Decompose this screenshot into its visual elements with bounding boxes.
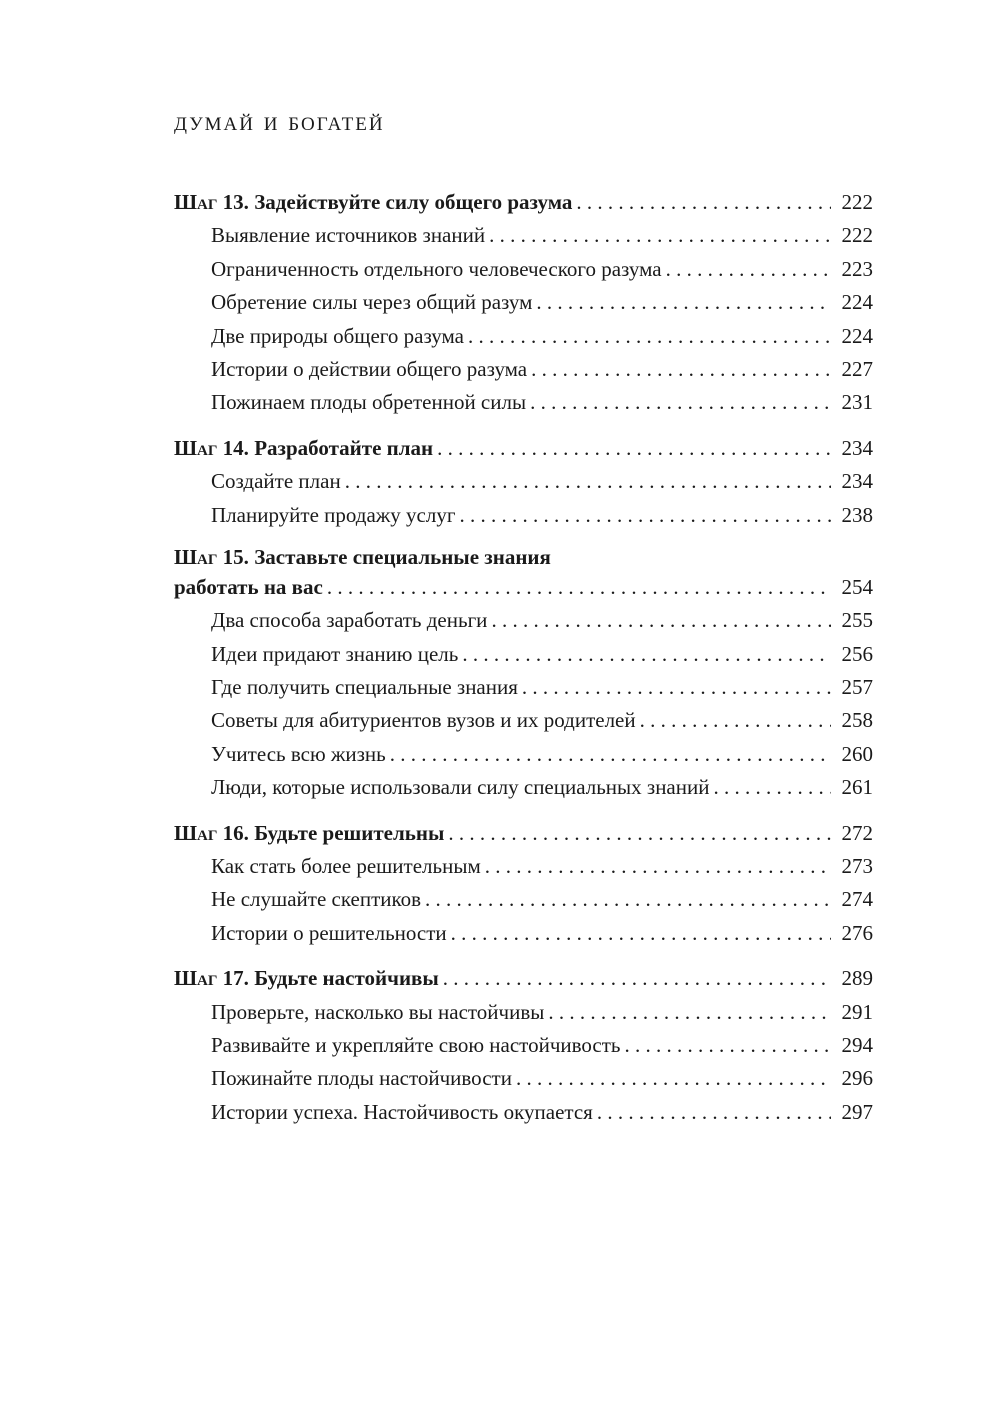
toc-item-row[interactable]	[174, 671, 873, 704]
toc-item-row[interactable]	[174, 883, 873, 916]
dot-leader	[516, 1062, 831, 1095]
toc-item-row[interactable]	[174, 386, 873, 419]
dot-leader	[459, 499, 831, 532]
page-number: 273	[841, 854, 873, 879]
toc-item-row[interactable]	[174, 286, 873, 319]
chapter-title: Шаг 14. Разработайте план	[174, 435, 434, 460]
toc-item-row[interactable]	[174, 1062, 873, 1095]
toc-section-step-15	[174, 544, 873, 805]
toc-item-row[interactable]	[174, 996, 873, 1029]
toc-item-row[interactable]	[174, 1096, 873, 1129]
item-title: Пожинаем плоды обретенной силы	[211, 390, 527, 415]
item-title: Ограниченность отдельного человеческого разума	[211, 256, 662, 281]
toc-section-step-16	[174, 817, 873, 951]
dot-leader	[327, 571, 831, 604]
dot-leader	[448, 817, 831, 850]
item-title: Две природы общего разума	[211, 323, 464, 348]
page-number: 261	[841, 775, 873, 800]
page-number: 258	[841, 708, 873, 733]
page-number: 238	[841, 502, 873, 527]
dot-leader	[576, 186, 831, 219]
dot-leader	[462, 638, 831, 671]
page-number: 296	[841, 1066, 873, 1091]
page-number: 272	[841, 820, 873, 845]
toc-section-step-14	[174, 432, 873, 532]
dot-leader	[548, 996, 831, 1029]
page-number: 276	[841, 920, 873, 945]
toc-item-row[interactable]	[174, 917, 873, 950]
toc-chapter-row[interactable]	[174, 186, 873, 219]
item-title: Истории о решительности	[211, 920, 447, 945]
toc-item-row[interactable]	[174, 219, 873, 252]
dot-leader	[531, 353, 831, 386]
toc-item-row[interactable]	[174, 738, 873, 771]
page-number: 224	[841, 323, 873, 348]
chapter-title: Шаг 16. Будьте решительны	[174, 820, 445, 845]
item-title: Обретение силы через общий разум	[211, 290, 533, 315]
table-of-contents	[174, 186, 873, 1141]
item-title: Выявление источников знаний	[211, 223, 486, 248]
dot-leader	[597, 1096, 831, 1129]
page-number: 297	[841, 1099, 873, 1124]
page-number: 289	[841, 966, 873, 991]
page-number: 223	[841, 256, 873, 281]
item-title: Истории о действии общего разума	[211, 356, 528, 381]
toc-chapter-row[interactable]	[174, 817, 873, 850]
page-number: 257	[841, 675, 873, 700]
toc-item-row[interactable]	[174, 253, 873, 286]
item-title: Люди, которые использовали силу специальных знаний	[211, 775, 710, 800]
dot-leader	[491, 604, 831, 637]
toc-item-row[interactable]	[174, 499, 873, 532]
toc-item-row[interactable]	[174, 320, 873, 353]
item-title: Советы для абитуриентов вузов и их родителей	[211, 708, 636, 733]
page-number: 227	[841, 356, 873, 381]
page-number: 255	[841, 608, 873, 633]
page-number: 291	[841, 999, 873, 1024]
toc-item-row[interactable]	[174, 604, 873, 637]
dot-leader	[625, 1029, 832, 1062]
toc-item-row[interactable]	[174, 353, 873, 386]
page-title: думай и богатей	[174, 106, 385, 136]
chapter-title-line1[interactable]: Шаг 15. Заставьте специальные знания	[174, 544, 551, 569]
page-number: 234	[841, 435, 873, 460]
toc-section-step-13	[174, 186, 873, 420]
page-number: 260	[841, 741, 873, 766]
item-title: Учитесь всю жизнь	[211, 741, 386, 766]
page-number: 256	[841, 641, 873, 666]
dot-leader	[443, 962, 831, 995]
item-title: Где получить специальные знания	[211, 675, 518, 700]
dot-leader	[530, 386, 831, 419]
item-title: Развивайте и укрепляйте свою настойчивость	[211, 1032, 621, 1057]
page-number: 222	[841, 190, 873, 214]
dot-leader	[390, 738, 831, 771]
dot-leader	[468, 320, 831, 353]
page-number: 254	[841, 574, 873, 599]
chapter-title: Шаг 17. Будьте настойчивы	[174, 966, 439, 991]
toc-item-row[interactable]	[174, 704, 873, 737]
toc-item-row[interactable]	[174, 638, 873, 671]
dot-leader	[345, 465, 831, 498]
toc-section-step-17	[174, 962, 873, 1129]
dot-leader	[666, 253, 831, 286]
item-title: Проверьте, насколько вы настойчивы	[211, 999, 545, 1024]
dot-leader	[522, 671, 831, 704]
page-number: 294	[841, 1032, 873, 1057]
dot-leader	[425, 883, 831, 916]
item-title: Не слушайте скептиков	[211, 887, 422, 912]
toc-item-row[interactable]	[174, 771, 873, 804]
page-number: 224	[841, 290, 873, 315]
item-title: Идеи придают знанию цель	[211, 641, 459, 666]
page-number: 234	[841, 469, 873, 494]
toc-chapter-row[interactable]	[174, 962, 873, 995]
dot-leader	[640, 704, 831, 737]
item-title: Планируйте продажу услуг	[211, 502, 456, 527]
chapter-title: Шаг 13. Задействуйте силу общего разума	[174, 190, 573, 214]
dot-leader	[536, 286, 831, 319]
dot-leader	[485, 850, 831, 883]
toc-chapter-row[interactable]	[174, 432, 873, 465]
toc-item-row[interactable]	[174, 1029, 873, 1062]
page-number: 222	[841, 223, 873, 248]
item-title: Истории успеха. Настойчивость окупается	[211, 1099, 593, 1124]
toc-item-row[interactable]	[174, 850, 873, 883]
page-number: 274	[841, 887, 873, 912]
item-title: Как стать более решительным	[211, 854, 481, 879]
item-title: Пожинайте плоды настойчивости	[211, 1066, 512, 1091]
dot-leader	[451, 917, 831, 950]
item-title: Два способа заработать деньги	[211, 608, 488, 633]
item-title: Создайте план	[211, 469, 341, 494]
dot-leader	[489, 219, 831, 252]
dot-leader	[437, 432, 831, 465]
dot-leader	[713, 771, 831, 804]
toc-item-row[interactable]	[174, 465, 873, 498]
toc-chapter-row[interactable]	[174, 571, 873, 604]
chapter-title: работать на вас	[174, 574, 323, 599]
page-number: 231	[841, 390, 873, 415]
